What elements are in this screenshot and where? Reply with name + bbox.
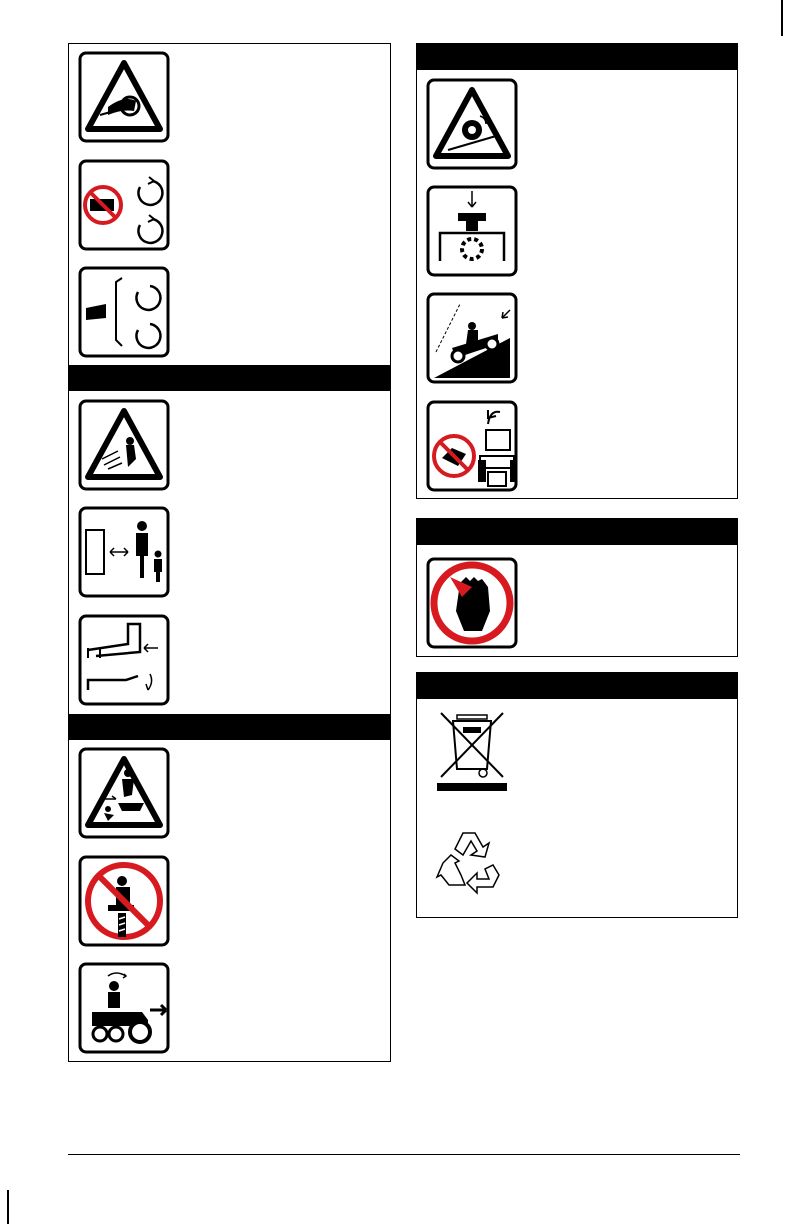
keep-bystanders-away-icon <box>78 506 170 598</box>
section-bar-right-2 <box>417 519 737 545</box>
tire-slip-warning-icon <box>426 78 518 170</box>
weee-crossed-bin-icon <box>435 711 509 797</box>
crop-mark-top-right-vertical <box>781 0 783 36</box>
discharge-deflector-icon <box>78 614 170 706</box>
section-bar-right-1 <box>417 44 737 70</box>
thrown-objects-warning-icon <box>78 399 170 491</box>
look-behind-when-reversing-icon <box>78 962 170 1054</box>
section-bar-right-3 <box>417 673 737 699</box>
left-panel <box>68 43 391 1062</box>
right-panel-2 <box>416 518 738 657</box>
section-bar-2 <box>69 714 390 740</box>
right-panel-3 <box>416 672 738 918</box>
slope-rollover-icon <box>426 292 518 384</box>
right-panel-1 <box>416 43 738 499</box>
press-button-engage-icon <box>426 185 518 277</box>
footer-rule <box>68 1154 740 1155</box>
no-riders-icon <box>78 855 170 947</box>
hot-surface-do-not-touch-icon <box>426 557 518 649</box>
run-over-children-warning-icon <box>78 747 170 839</box>
recycle-icon <box>435 825 505 895</box>
hand-away-from-rotating-parts-icon <box>78 266 170 358</box>
crop-mark-bottom-left-vertical <box>7 1190 9 1224</box>
section-bar-1 <box>69 365 390 391</box>
belt-entanglement-warning-icon <box>78 51 170 143</box>
no-hands-near-rotating-parts-icon <box>78 159 170 251</box>
no-thrown-debris-animals-icon <box>426 400 518 492</box>
